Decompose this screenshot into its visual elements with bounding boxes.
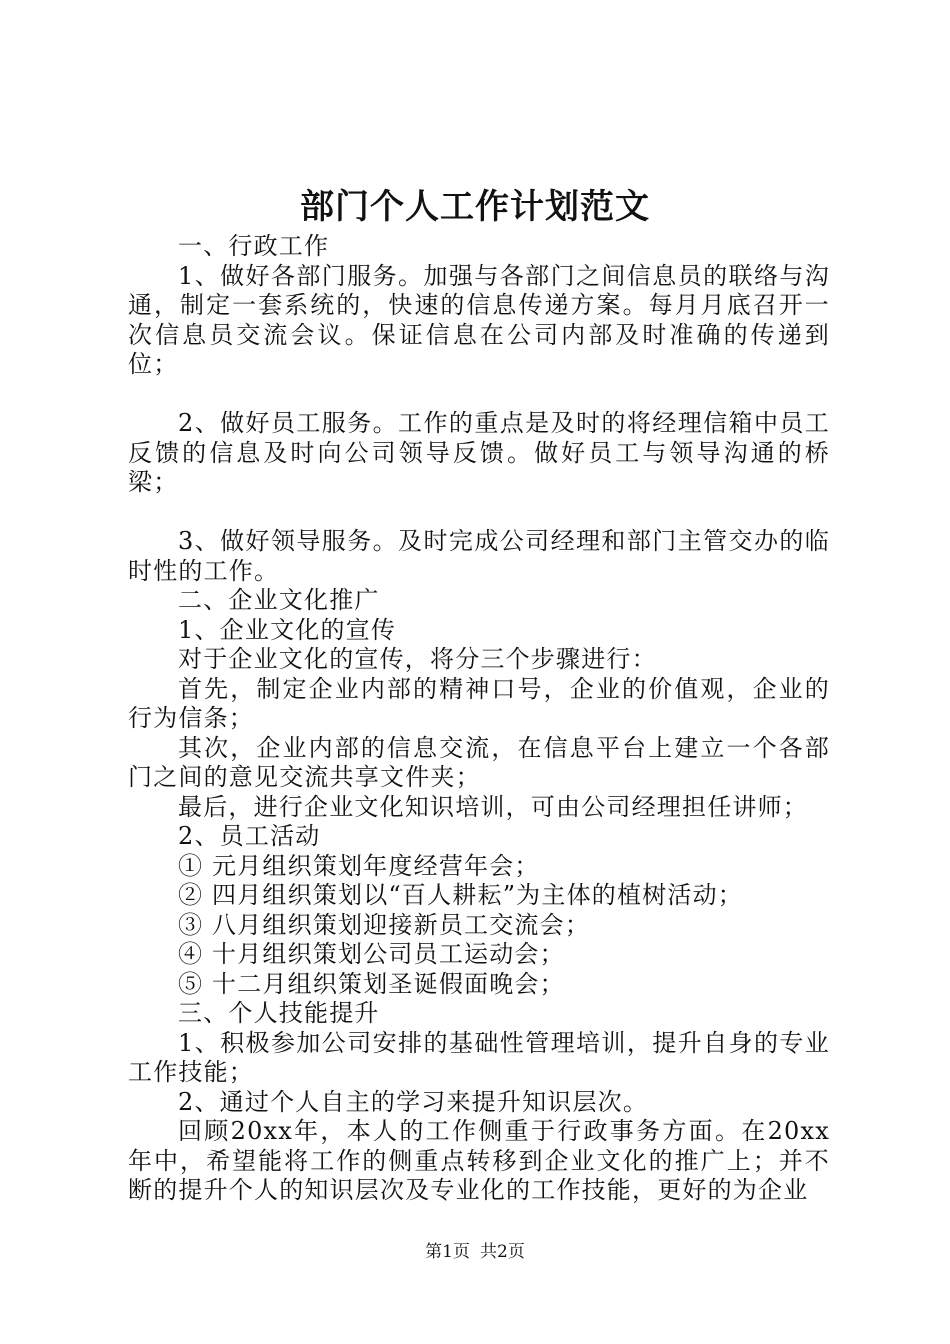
list-item: ② 四月组织策划以“百人耕耘”为主体的植树活动； (178, 881, 743, 909)
paragraph-gap (128, 498, 830, 528)
paragraph: 1、企业文化的宣传 (178, 615, 397, 644)
list-item: ⑤ 十二月组织策划圣诞假面晚会； (178, 969, 565, 998)
paragraph: 三、个人技能提升 (178, 999, 380, 1027)
paragraph: 首先，制定企业内部的精神口号，企业的价值观，企业的行为信条； (128, 674, 830, 732)
list-item: ④ 十月组织策划公司员工运动会； (178, 940, 565, 968)
paragraph: 3、做好领导服务。及时完成公司经理和部门主管交办的临时性的工作。 (128, 527, 830, 585)
paragraph: 2、员工活动 (178, 822, 321, 850)
paragraph-gap (128, 380, 830, 410)
document-body (128, 232, 830, 1206)
page-number: 第1页 (425, 1242, 470, 1262)
paragraph: 2、做好员工服务。工作的重点是及时的将经理信箱中员工反馈的信息及时向公司领导反馈。做好员工与领导沟通的桥梁； (128, 409, 830, 496)
page-footer (0, 1240, 950, 1264)
page-title: 部门个人工作计划范文 (300, 187, 650, 227)
list-item: ① 元月组织策划年度经营年会； (178, 851, 540, 880)
paragraph: 回顾20xx年，本人的工作侧重于行政事务方面。在20xx年中，希望能将工作的侧重点转移到企业文化的推广上；并不断的提升个人的知识层次及专业化的工作技能，更好的为企业 (128, 1117, 830, 1204)
paragraph: 1、做好各部门服务。加强与各部门之间信息员的联络与沟通，制定一套系统的，快速的信息传递方案。每月月底召开一次信息员交流会议。保证信息在公司内部及时准确的传递到位； (128, 261, 830, 378)
paragraph: 二、企业文化推广 (178, 586, 380, 614)
list-item: ③ 八月组织策划迎接新员工交流会； (178, 910, 591, 939)
paragraph: 对于企业文化的宣传，将分三个步骤进行： (178, 645, 657, 673)
paragraph: 一、行政工作 (178, 232, 330, 260)
page-total: 共2页 (480, 1242, 525, 1262)
paragraph: 其次，企业内部的信息交流，在信息平台上建立一个各部门之间的意见交流共享文件夹； (128, 733, 830, 791)
paragraph: 2、通过个人自主的学习来提升知识层次。 (178, 1087, 649, 1116)
paragraph: 最后，进行企业文化知识培训，可由公司经理担任讲师； (178, 792, 808, 821)
paragraph: 1、积极参加公司安排的基础性管理培训，提升自身的专业工作技能； (128, 1028, 830, 1086)
